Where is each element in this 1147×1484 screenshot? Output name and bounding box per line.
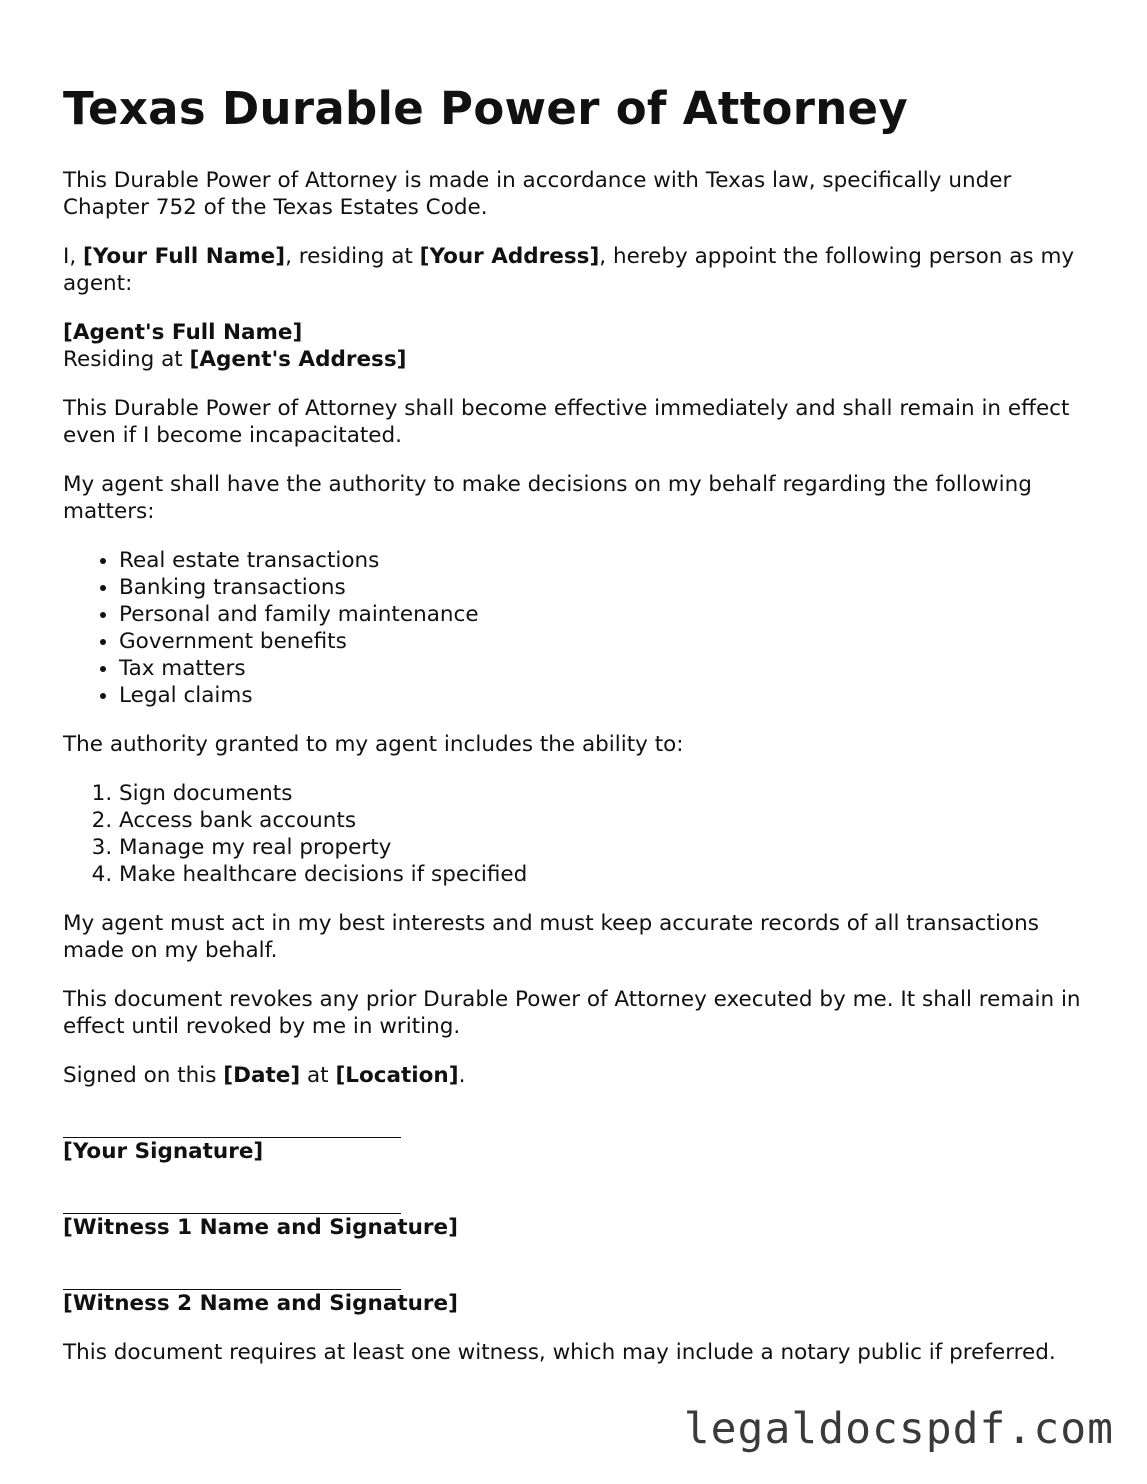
signature-block-witness-1 <box>63 1187 1093 1241</box>
signature-line <box>63 1111 401 1138</box>
list-item: 3. Manage my real property <box>119 834 1093 861</box>
matters-list <box>63 547 1093 709</box>
revocation-clause: This document revokes any prior Durable Power of Attorney executed by me. It shall remain in effect until revoked by me in writing. <box>63 987 1081 1039</box>
list-item: • Real estate transactions <box>119 547 1093 574</box>
effective-clause: This Durable Power of Attorney shall become effective immediately and shall remain in effect even if I become incapacitated. <box>63 396 1070 448</box>
signed-statement <box>63 1062 1093 1089</box>
document-title: Texas Durable Power of Attorney <box>63 82 909 135</box>
agent-address-placeholder: [Agent's Address] <box>189 347 407 372</box>
abilities-intro: The authority granted to my agent includes the ability to: <box>63 732 684 757</box>
list-item: • Legal claims <box>119 682 1093 709</box>
appointment-paragraph <box>63 243 1093 297</box>
agent-name-placeholder: [Agent's Full Name] <box>63 320 303 345</box>
signed-suffix: . <box>458 1063 466 1088</box>
agent-block <box>63 319 1093 373</box>
appointment-suffix: , hereby appoint the following person as my agent: <box>63 244 1075 296</box>
list-item: • Personal and family maintenance <box>119 601 1093 628</box>
signature-label: [Your Signature] <box>63 1139 264 1164</box>
witness-note: This document requires at least one witness, which may include a notary public if preferred. <box>63 1340 1056 1365</box>
list-item: • Tax matters <box>119 655 1093 682</box>
signature-label: [Witness 1 Name and Signature] <box>63 1215 458 1240</box>
agent-residing-prefix: Residing at <box>63 347 190 372</box>
appointment-residing-text: , residing at <box>285 244 420 269</box>
list-item: 2. Access bank accounts <box>119 807 1093 834</box>
authority-intro: My agent shall have the authority to make decisions on my behalf regarding the following matters: <box>63 472 1032 524</box>
appointment-prefix: I, <box>63 244 84 269</box>
signed-prefix: Signed on this <box>63 1063 224 1088</box>
principal-address-placeholder: [Your Address] <box>419 244 600 269</box>
list-item: • Government benefits <box>119 628 1093 655</box>
principal-name-placeholder: [Your Full Name] <box>83 244 286 269</box>
signed-middle: at <box>300 1063 336 1088</box>
location-placeholder: [Location] <box>335 1063 459 1088</box>
intro-paragraph: This Durable Power of Attorney is made in accordance with Texas law, specifically under Chapter 752 of the Texas Estates Code. <box>63 168 1012 220</box>
abilities-list <box>63 780 1093 888</box>
watermark: legaldocspdf.com <box>683 1404 1114 1454</box>
document-page <box>63 0 1093 1366</box>
list-item: • Banking transactions <box>119 574 1093 601</box>
signature-label: [Witness 2 Name and Signature] <box>63 1291 458 1316</box>
signature-line <box>63 1263 401 1290</box>
duty-clause: My agent must act in my best interests and must keep accurate records of all transactions made on my behalf. <box>63 911 1039 963</box>
list-item: 4. Make healthcare decisions if specified <box>119 861 1093 888</box>
signature-block-witness-2 <box>63 1263 1093 1317</box>
date-placeholder: [Date] <box>223 1063 301 1088</box>
signature-line <box>63 1187 401 1214</box>
signature-block-principal <box>63 1111 1093 1165</box>
list-item: 1. Sign documents <box>119 780 1093 807</box>
